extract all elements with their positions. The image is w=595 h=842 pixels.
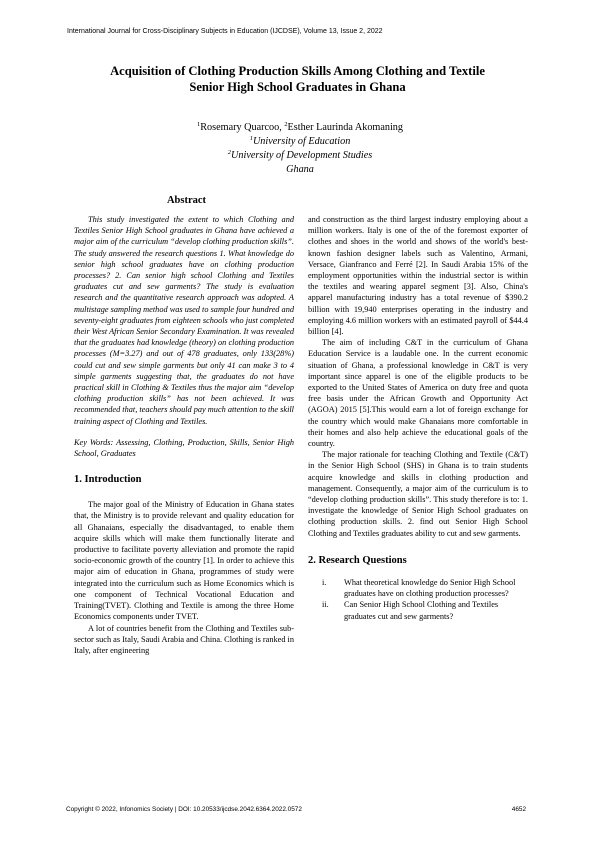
author-2-name: Esther Laurinda Akomaning	[287, 122, 403, 133]
affiliation-1-marker: 1	[249, 135, 253, 142]
intro-paragraph-4: The major rationale for teaching Clothing and Textile (C&T) in the Senior High School (SHS) in Ghana is to train students acquire knowledge and skills in clothing production and management. Consequently, a major aim of the curriculum is to “develop clothing production skills”. This study therefore is to: 1. investigate the knowledge of Senior High School graduates on clothing production skills. 2. find out Senior High School Clothing and Textiles graduates ability to cut and sew garments.	[308, 450, 528, 538]
affiliation-2-marker: 2	[227, 149, 232, 156]
intro-paragraph-2-continued: and construction as the third largest industry employing about a million workers. Italy is one of the of the foremost exporter of clothes and shoes in the world and shows of the world's best-known fashion designer labels such as Valentino, Armani, Versace, Gianfranco and Ferré [2]. In Saudi Arabia 15% of the employment opportunities within the industrial sector is within the textiles and wearing apparel segment [3]. Also, China's apparel manufacturing industry has a total revenue of $390.2 billion with 19,940 enterprises operating in the industry and employing 4.6 million workers with an estimated payroll of $44.4 billion [4].	[308, 215, 528, 337]
affiliation-country: Ghana	[286, 164, 314, 175]
affiliation-2	[95, 149, 505, 163]
paper-title-line-1: Acquisition of Clothing Production Skills Among Clothing and Textile	[110, 64, 485, 78]
affiliation-1	[95, 135, 505, 149]
list-item-text: What theoretical knowledge do Senior High School graduates have on clothing production processes?	[344, 577, 516, 599]
list-item	[308, 577, 528, 599]
copyright-doi: Copyright © 2022, Infonomics Society | DOI: 10.20533/ijcdse.2042.6364.2022.0572	[66, 806, 302, 813]
page-footer	[66, 806, 526, 814]
intro-paragraph-1: The major goal of the Ministry of Education in Ghana states that, the Ministry is to provide relevant and quality education for all Ghanaians, especially the disadvantaged, to enable them acquire skills which will make them functionally literate and productive to facilitate poverty alleviation and promote the rapid socio-economic growth of the country [1]. In order to achieve this major aim of education in Ghana, programmes of study were integrated into the curriculum such as Home Economics which is one component of Technical Vocational Education and Training(TVET). Clothing and Textile is among the three Home Economics components under TVET.	[74, 500, 294, 622]
left-column	[74, 214, 294, 656]
list-item-number: ii.	[322, 600, 329, 610]
paper-title-line-2: Senior High School Graduates in Ghana	[189, 79, 406, 94]
author-2-marker: 2	[284, 121, 288, 128]
list-item-text: Can Senior High School Clothing and Textiles graduates cut and sew garments?	[344, 600, 499, 621]
keywords: Key Words: Assessing, Clothing, Production, Skills, Senior High School, Graduates	[74, 437, 294, 459]
paper-title	[60, 64, 535, 95]
list-item	[308, 599, 528, 621]
section-heading-research-questions: 2. Research Questions	[308, 554, 407, 566]
author-names	[95, 121, 505, 135]
affiliation-1-text: University of Education	[252, 136, 351, 147]
section-heading-introduction: 1. Introduction	[74, 474, 142, 486]
page-number: 4652	[511, 806, 526, 813]
list-item-number: i.	[322, 577, 327, 587]
author-1-name: Rosemary Quarcoo,	[200, 122, 285, 133]
intro-paragraph-2: A lot of countries benefit from the Clothing and Textiles sub-sector such as Italy, Saudi Arabia and China. Clothing is ranked in Italy, after engineering	[74, 623, 294, 655]
intro-paragraph-3: The aim of including C&T in the curriculum of Ghana Education Service is a laudable one. In the current economic situation of Ghana, a professional knowledge in C&T is very important since apparel is one of the eligible products to be exported to the United States of America on duty free and quota free basis under the African Growth and Opportunity Act (AGOA) 2015 [5].This would earn a lot of foreign exchange for the country which would make Ghanaians more comfortable in their homes and also help achieve the educational goals of the country.	[308, 338, 528, 449]
right-column	[308, 214, 528, 622]
affiliation-2-text: University of Development Studies	[231, 150, 373, 161]
running-head: International Journal for Cross-Disciplinary Subjects in Education (IJCDSE), Volume 13, Issue 2, 2022	[67, 28, 383, 35]
abstract-body: This study investigated the extent to which Clothing and Textiles Senior High School graduates in Ghana have achieved a major aim of the curriculum “develop clothing production skills”. The study answered the research questions 1. What knowledge do senior high school graduates have on clothing production processes? 2. Can senior high school Clothing and Textiles graduates cut and sew garments? The study is evaluation research and the quantitative research approach was adopted. A multistage sampling method was used to sample four hundred and seventy-eight graduates from eighteen schools who just completed their West African Senior Secondary Examination. It was revealed that the graduates had knowledge (theory) on clothing production processes (M=3.27) and out of 478 graduates, only 133(28%) could cut and sew simple garments but only 41 can make 3 to 4 simple garments suggesting that, the graduates do not have practical skill in Clothing & Textiles thus the major aim “develop clothing production skills” has not been achieved. It was recommended that, teachers should pay much attention to the skill training aspect of Clothing and Textiles.	[74, 215, 294, 426]
author-block	[95, 121, 505, 177]
abstract-heading: Abstract	[166, 195, 207, 206]
research-questions-list	[308, 577, 528, 622]
author-1-marker: 1	[197, 121, 201, 128]
